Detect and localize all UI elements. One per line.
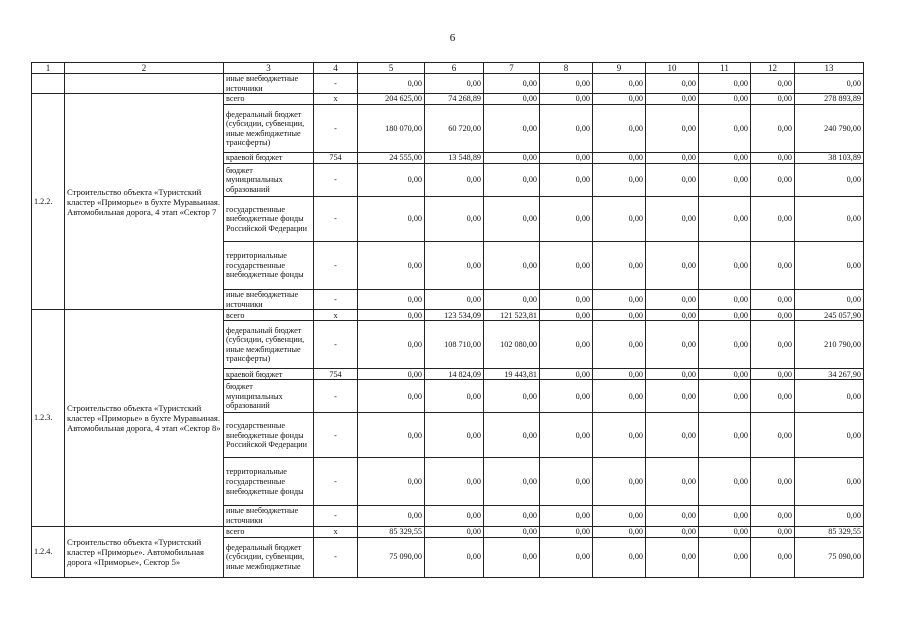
budget-code: - (314, 197, 358, 242)
amount-cell: 0,00 (646, 506, 699, 526)
amount-cell: 0,00 (699, 310, 751, 321)
amount-cell: 210 790,00 (795, 321, 864, 369)
budget-code: - (314, 413, 358, 458)
funding-source: государственные внебюджетные фонды Российской Федерации (224, 197, 314, 242)
column-header: 1 (32, 63, 65, 74)
amount-cell: 0,00 (751, 506, 795, 526)
table-row (32, 74, 864, 94)
amount-cell: 0,00 (593, 506, 646, 526)
amount-cell: 0,00 (646, 105, 699, 153)
amount-cell: 0,00 (699, 94, 751, 105)
amount-cell: 0,00 (699, 164, 751, 197)
amount-cell: 0,00 (484, 164, 540, 197)
amount-cell: 0,00 (646, 94, 699, 105)
amount-cell: 0,00 (484, 413, 540, 458)
amount-cell: 0,00 (699, 74, 751, 94)
column-header: 4 (314, 63, 358, 74)
amount-cell: 0,00 (540, 506, 593, 526)
amount-cell: 0,00 (540, 321, 593, 369)
table-row (32, 94, 864, 105)
budget-code: - (314, 380, 358, 413)
amount-cell: 0,00 (425, 526, 484, 537)
funding-source: иные внебюджетные источники (224, 74, 314, 94)
page-number: 6 (449, 32, 456, 44)
amount-cell: 0,00 (699, 153, 751, 164)
item-name: Строительство объекта «Туристский кластер «Приморье» в бухте Муравьиная. Автомобильная дорога, 4 этап «Сектор 7 (65, 94, 224, 310)
amount-cell: 0,00 (593, 369, 646, 380)
amount-cell: 14 824,09 (425, 369, 484, 380)
amount-cell: 0,00 (540, 105, 593, 153)
funding-source: федеральный бюджет (субсидии, субвенции, иные межбюджетные трансферты) (224, 105, 314, 153)
amount-cell: 0,00 (646, 310, 699, 321)
budget-code: - (314, 506, 358, 526)
amount-cell: 0,00 (646, 164, 699, 197)
amount-cell: 0,00 (484, 290, 540, 310)
column-header: 13 (795, 63, 864, 74)
amount-cell: 0,00 (593, 380, 646, 413)
amount-cell: 0,00 (593, 310, 646, 321)
amount-cell: 0,00 (751, 74, 795, 94)
amount-cell: 0,00 (540, 413, 593, 458)
amount-cell: 0,00 (593, 413, 646, 458)
funding-source: федеральный бюджет (субсидии, субвенции, иные межбюджетные (224, 537, 314, 577)
amount-cell: 34 267,90 (795, 369, 864, 380)
budget-code: - (314, 537, 358, 577)
budget-code: - (314, 290, 358, 310)
budget-code: - (314, 242, 358, 290)
amount-cell: 0,00 (484, 380, 540, 413)
amount-cell: 0,00 (593, 242, 646, 290)
amount-cell: 0,00 (699, 242, 751, 290)
funding-source: иные внебюджетные источники (224, 506, 314, 526)
amount-cell: 0,00 (795, 413, 864, 458)
column-header: 6 (425, 63, 484, 74)
amount-cell: 0,00 (699, 458, 751, 506)
amount-cell: 0,00 (795, 380, 864, 413)
column-header: 8 (540, 63, 593, 74)
amount-cell: 0,00 (646, 74, 699, 94)
header-row (32, 63, 864, 74)
amount-cell: 0,00 (751, 153, 795, 164)
amount-cell: 0,00 (425, 242, 484, 290)
column-header: 11 (699, 63, 751, 74)
amount-cell: 0,00 (751, 290, 795, 310)
amount-cell: 38 103,89 (795, 153, 864, 164)
amount-cell: 0,00 (646, 290, 699, 310)
budget-code: - (314, 105, 358, 153)
amount-cell: 278 893,89 (795, 94, 864, 105)
column-header: 9 (593, 63, 646, 74)
amount-cell: 0,00 (646, 458, 699, 506)
amount-cell: 0,00 (593, 290, 646, 310)
amount-cell: 0,00 (593, 94, 646, 105)
funding-source: краевой бюджет (224, 369, 314, 380)
column-header: 5 (358, 63, 425, 74)
amount-cell: 0,00 (795, 506, 864, 526)
funding-source: территориальные государственные внебюджетные фонды (224, 242, 314, 290)
amount-cell: 0,00 (593, 537, 646, 577)
amount-cell: 0,00 (699, 413, 751, 458)
amount-cell: 0,00 (593, 74, 646, 94)
amount-cell: 0,00 (484, 526, 540, 537)
amount-cell: 0,00 (484, 506, 540, 526)
item-name: Строительство объекта «Туристский кластер «Приморье» в бухте Муравьиная. Автомобильная дорога, 4 этап «Сектор 8» (65, 310, 224, 526)
amount-cell: 0,00 (484, 153, 540, 164)
funding-source: бюджет муниципальных образований (224, 380, 314, 413)
amount-cell: 0,00 (540, 310, 593, 321)
amount-cell: 0,00 (699, 369, 751, 380)
amount-cell: 0,00 (540, 94, 593, 105)
amount-cell: 0,00 (425, 458, 484, 506)
column-header: 12 (751, 63, 795, 74)
amount-cell: 0,00 (540, 380, 593, 413)
amount-cell: 19 443,81 (484, 369, 540, 380)
amount-cell: 85 329,55 (795, 526, 864, 537)
amount-cell: 0,00 (425, 164, 484, 197)
budget-code: - (314, 321, 358, 369)
amount-cell: 0,00 (425, 290, 484, 310)
amount-cell: 0,00 (699, 537, 751, 577)
funding-source: всего (224, 526, 314, 537)
table-row (32, 526, 864, 537)
amount-cell: 0,00 (540, 242, 593, 290)
amount-cell: 0,00 (540, 290, 593, 310)
amount-cell: 0,00 (646, 413, 699, 458)
amount-cell: 0,00 (358, 197, 425, 242)
amount-cell: 0,00 (751, 380, 795, 413)
amount-cell: 0,00 (593, 153, 646, 164)
item-number: 1.2.4. (32, 526, 65, 577)
funding-source: всего (224, 94, 314, 105)
amount-cell: 0,00 (484, 105, 540, 153)
amount-cell: 0,00 (751, 197, 795, 242)
amount-cell: 0,00 (751, 310, 795, 321)
amount-cell: 0,00 (646, 242, 699, 290)
amount-cell: 0,00 (358, 321, 425, 369)
amount-cell: 0,00 (646, 369, 699, 380)
amount-cell: 123 534,09 (425, 310, 484, 321)
amount-cell: 0,00 (751, 413, 795, 458)
amount-cell: 0,00 (593, 526, 646, 537)
amount-cell: 0,00 (699, 197, 751, 242)
column-header: 2 (65, 63, 224, 74)
item-number-continued (32, 74, 65, 94)
amount-cell: 0,00 (699, 526, 751, 537)
budget-code: 754 (314, 369, 358, 380)
item-number: 1.2.3. (32, 310, 65, 526)
amount-cell: 0,00 (358, 242, 425, 290)
amount-cell: 0,00 (699, 321, 751, 369)
amount-cell: 0,00 (540, 197, 593, 242)
item-name: Строительство объекта «Туристский кластер «Приморье». Автомобильная дорога «Приморье», Сектор 5» (65, 526, 224, 577)
amount-cell: 0,00 (699, 380, 751, 413)
budget-code: - (314, 164, 358, 197)
amount-cell: 204 625,00 (358, 94, 425, 105)
amount-cell: 0,00 (795, 458, 864, 506)
amount-cell: 0,00 (540, 458, 593, 506)
amount-cell: 0,00 (751, 94, 795, 105)
funding-source: краевой бюджет (224, 153, 314, 164)
column-header: 10 (646, 63, 699, 74)
amount-cell: 0,00 (751, 321, 795, 369)
amount-cell: 0,00 (751, 242, 795, 290)
funding-source: федеральный бюджет (субсидии, субвенции, иные межбюджетные трансферты) (224, 321, 314, 369)
amount-cell: 0,00 (484, 197, 540, 242)
amount-cell: 0,00 (358, 310, 425, 321)
amount-cell: 0,00 (646, 197, 699, 242)
funding-source: государственные внебюджетные фонды Российской Федерации (224, 413, 314, 458)
funding-source: бюджет муниципальных образований (224, 164, 314, 197)
amount-cell: 0,00 (358, 380, 425, 413)
amount-cell: 0,00 (795, 74, 864, 94)
amount-cell: 0,00 (425, 197, 484, 242)
amount-cell: 121 523,81 (484, 310, 540, 321)
budget-code: x (314, 526, 358, 537)
amount-cell: 0,00 (425, 413, 484, 458)
budget-code: - (314, 458, 358, 506)
amount-cell: 0,00 (425, 74, 484, 94)
amount-cell: 0,00 (358, 413, 425, 458)
amount-cell: 0,00 (646, 321, 699, 369)
column-header: 3 (224, 63, 314, 74)
item-name-continued (65, 74, 224, 94)
amount-cell: 0,00 (484, 242, 540, 290)
amount-cell: 0,00 (484, 537, 540, 577)
item-number: 1.2.2. (32, 94, 65, 310)
amount-cell: 0,00 (425, 380, 484, 413)
amount-cell: 0,00 (646, 526, 699, 537)
amount-cell: 0,00 (593, 197, 646, 242)
amount-cell: 0,00 (646, 153, 699, 164)
amount-cell: 0,00 (751, 458, 795, 506)
amount-cell: 0,00 (540, 74, 593, 94)
amount-cell: 0,00 (540, 153, 593, 164)
budget-code: 754 (314, 153, 358, 164)
amount-cell: 60 720,00 (425, 105, 484, 153)
amount-cell: 0,00 (484, 74, 540, 94)
funding-source: территориальные государственные внебюджетные фонды (224, 458, 314, 506)
amount-cell: 0,00 (593, 321, 646, 369)
budget-code: - (314, 74, 358, 94)
column-header: 7 (484, 63, 540, 74)
amount-cell: 0,00 (425, 537, 484, 577)
amount-cell: 0,00 (751, 105, 795, 153)
amount-cell: 85 329,55 (358, 526, 425, 537)
table-row (32, 310, 864, 321)
amount-cell: 0,00 (751, 526, 795, 537)
budget-code: x (314, 310, 358, 321)
amount-cell: 0,00 (751, 369, 795, 380)
amount-cell: 24 555,00 (358, 153, 425, 164)
amount-cell: 0,00 (751, 537, 795, 577)
amount-cell: 0,00 (751, 164, 795, 197)
budget-table (31, 62, 864, 578)
amount-cell: 0,00 (358, 458, 425, 506)
funding-source: всего (224, 310, 314, 321)
budget-code: x (314, 94, 358, 105)
amount-cell: 0,00 (540, 164, 593, 197)
amount-cell: 245 057,90 (795, 310, 864, 321)
amount-cell: 108 710,00 (425, 321, 484, 369)
amount-cell: 74 268,89 (425, 94, 484, 105)
amount-cell: 0,00 (484, 458, 540, 506)
amount-cell: 0,00 (795, 197, 864, 242)
amount-cell: 0,00 (795, 164, 864, 197)
amount-cell: 180 070,00 (358, 105, 425, 153)
amount-cell: 240 790,00 (795, 105, 864, 153)
funding-source: иные внебюджетные источники (224, 290, 314, 310)
amount-cell: 102 080,00 (484, 321, 540, 369)
amount-cell: 0,00 (699, 506, 751, 526)
amount-cell: 0,00 (358, 290, 425, 310)
amount-cell: 0,00 (593, 164, 646, 197)
amount-cell: 0,00 (593, 105, 646, 153)
amount-cell: 0,00 (646, 380, 699, 413)
amount-cell: 0,00 (540, 526, 593, 537)
amount-cell: 0,00 (358, 369, 425, 380)
amount-cell: 75 090,00 (795, 537, 864, 577)
amount-cell: 0,00 (540, 369, 593, 380)
amount-cell: 0,00 (484, 94, 540, 105)
amount-cell: 0,00 (358, 74, 425, 94)
amount-cell: 0,00 (795, 290, 864, 310)
amount-cell: 0,00 (358, 506, 425, 526)
amount-cell: 0,00 (540, 537, 593, 577)
amount-cell: 0,00 (425, 506, 484, 526)
amount-cell: 0,00 (699, 290, 751, 310)
amount-cell: 0,00 (358, 164, 425, 197)
amount-cell: 0,00 (699, 105, 751, 153)
amount-cell: 0,00 (646, 537, 699, 577)
amount-cell: 0,00 (593, 458, 646, 506)
amount-cell: 75 090,00 (358, 537, 425, 577)
amount-cell: 13 548,89 (425, 153, 484, 164)
amount-cell: 0,00 (795, 242, 864, 290)
